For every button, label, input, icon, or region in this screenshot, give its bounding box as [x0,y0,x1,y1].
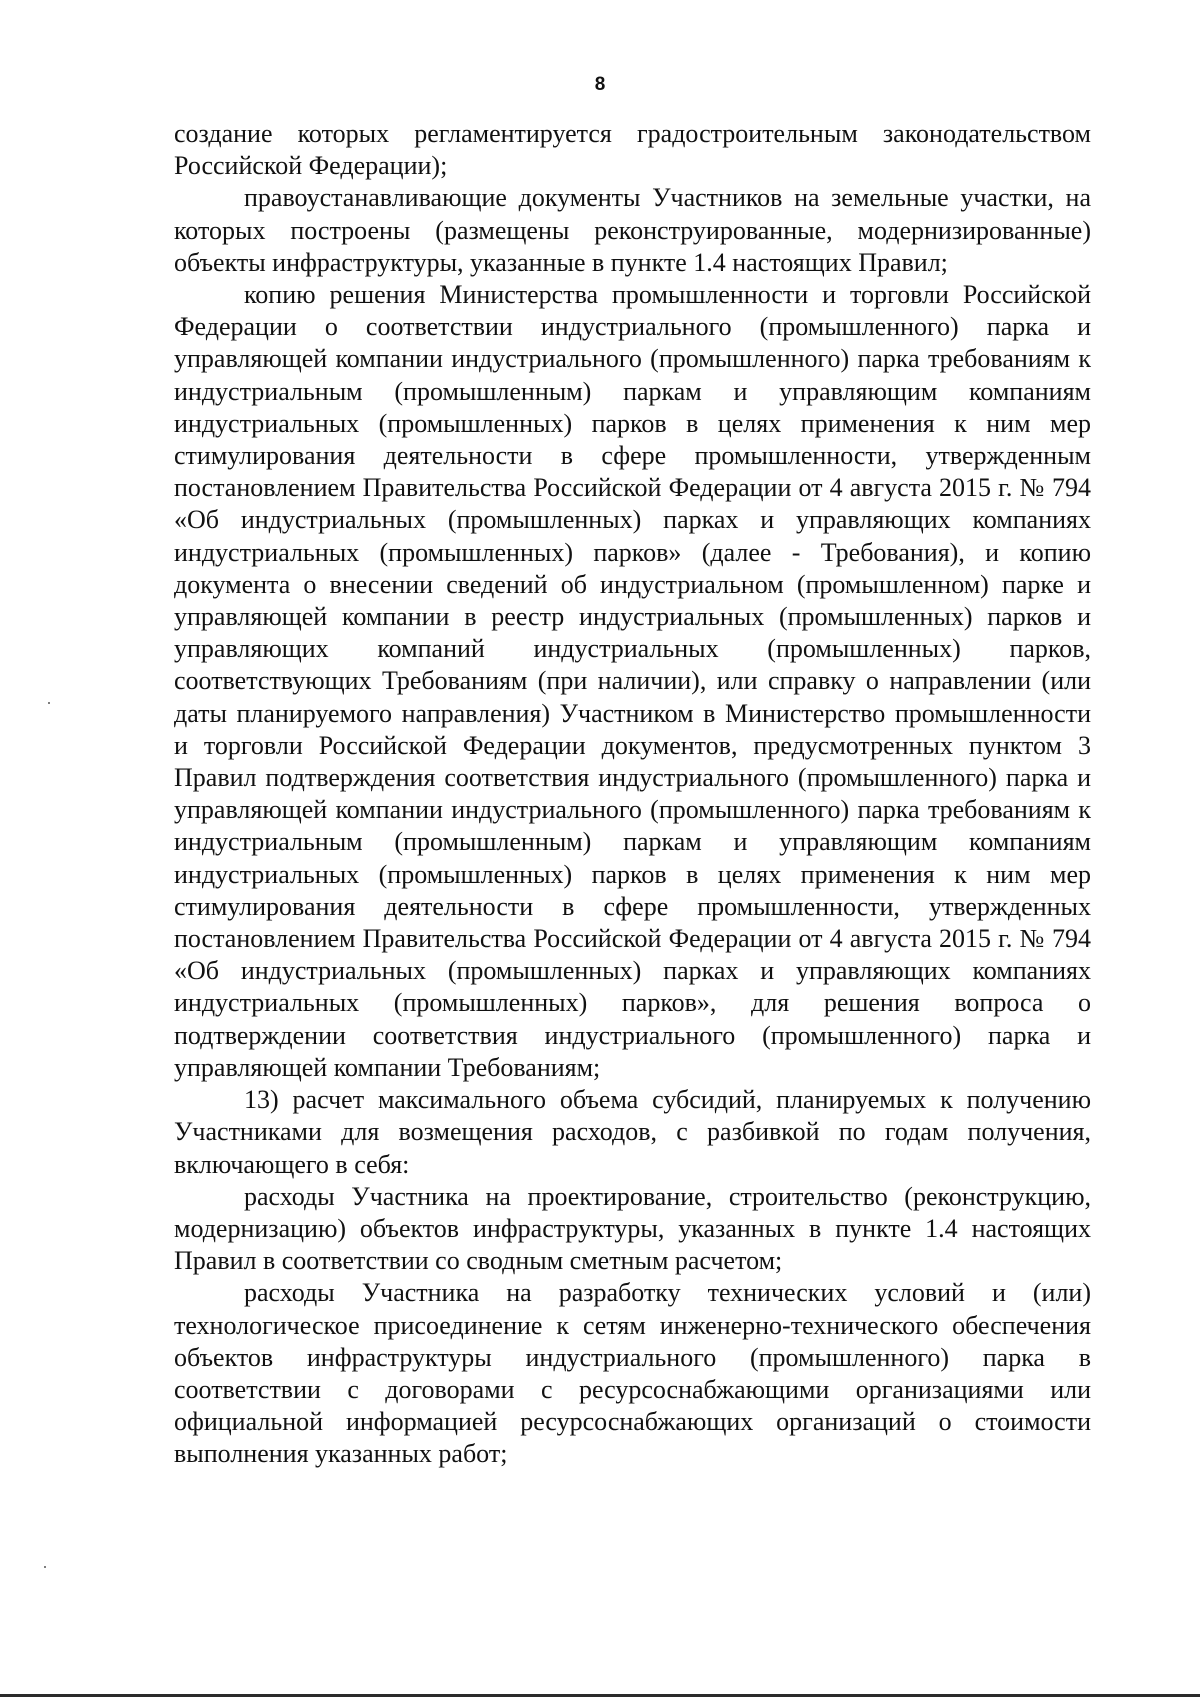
paragraph-ministry-decision: копию решения Министерства промышленности и торговли Российской Федерации о соответствии индустриального (промышленного) парка и управляющей компании индустриального (промышленного) парка требованиям к индустриальным (промышленным) паркам и управляющим компаниям индустриальных (промышленных) парков в целях применения к ним мер стимулирования деятельности в сфере промышленности, утвержденным постановлением Правительства Российской Федерации от 4 августа 2015 г. № 794 «Об индустриальных (промышленных) парках и управляющих компаниях индустриальных (промышленных) парков» (далее - Требования), и копию документа о внесении сведений об индустриальном (промышленном) парке и управляющей компании в реестр индустриальных (промышленных) парков и управляющих компаний индустриальных (промышленных) парков, соответствующих Требованиям (при наличии), или справку о направлении (или даты планируемого направления) Участником в Министерство промышленности и торговли Российской Федерации документов, предусмотренных пунктом 3 Правил подтверждения соответствия индустриального (промышленного) парка и управляющей компании индустриального (промышленного) парка требованиям к индустриальным (промышленным) паркам и управляющим компаниям индустриальных (промышленных) парков в целях применения к ним мер стимулирования деятельности в сфере промышленности, утвержденных постановлением Правительства Российской Федерации от 4 августа 2015 г. № 794 «Об индустриальных (промышленных) парках и управляющих компаниях индустриальных (промышленных) парков», для решения вопроса о подтверждении соответствия индустриального (промышленного) парка и управляющей компании Требованиям; [174,280,1091,1082]
paragraph-continuation: создание которых регламентируется градостроительным законодательством Российской Федерации); [174,119,1091,181]
scan-speck [48,702,50,704]
paragraph-connection-costs: расходы Участника на разработку технических условий и (или) технологическое присоединение к сетям инженерно-технического обеспечения объектов инфраструктуры индустриального (промышленного) парка в соответствии с договорами с ресурсоснабжающими организациями или официальной информацией ресурсоснабжающих организаций о стоимости выполнения указанных работ; [174,1278,1091,1469]
paragraph-title-documents: правоустанавливающие документы Участников на земельные участки, на которых построены (размещены реконструированные, модернизированные) объекты инфраструктуры, указанные в пункте 1.4 настоящих Правил; [174,183,1091,277]
document-body [174,118,1091,1471]
scan-speck [44,1566,46,1568]
paragraph-item-13: 13) расчет максимального объема субсидий, планируемых к получению Участниками для возмещения расходов, с разбивкой по годам получения, включающего в себя: [174,1085,1091,1179]
paragraph-design-costs: расходы Участника на проектирование, строительство (реконструкцию, модернизацию) объектов инфраструктуры, указанных в пункте 1.4 настоящих Правил в соответствии со сводным сметным расчетом; [174,1181,1091,1276]
scan-edge-line [0,1694,1200,1697]
page-number: 8 [594,74,606,95]
